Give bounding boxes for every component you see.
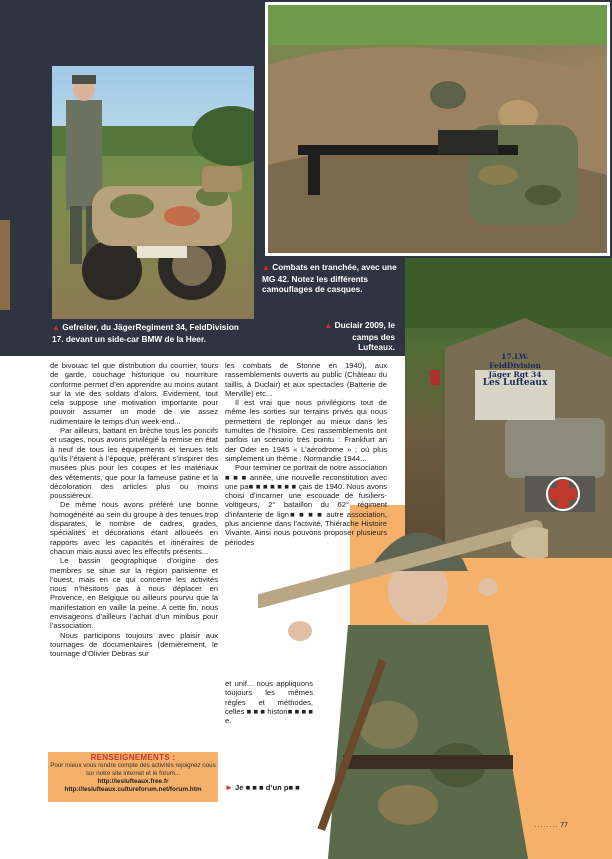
caption-camp-text: Duclair 2009, le camps des Lufteaux. bbox=[334, 320, 395, 352]
paragraph: Il est vrai que nous privilégions tout de même les sorties sur terrains privés qui nous permettent de replonger au mieux dans les tumultes de l’histoire. Ces rassemblements ont parfois un scénario très pointu : Frankfurt an der Oder en 1945 « L’aérodrome » ; où plus simplement un thème : Normandie 1944... bbox=[225, 398, 387, 463]
page-number-value: 77 bbox=[560, 822, 568, 829]
sign-line-1: 17.LW. FeldDivision bbox=[489, 352, 541, 370]
caption-camp bbox=[315, 320, 395, 353]
caption-trench bbox=[262, 262, 402, 295]
forum-link[interactable]: http://leslufteaux.cultureforum.net/forum.htm bbox=[64, 786, 202, 793]
photo-soldier-motorcycle bbox=[52, 66, 254, 319]
caption-motorcycle bbox=[52, 322, 252, 344]
caption-motorcycle-text: Gefreiter, du JägerRegiment 34, FeldDivision 17. devant un side-car BMW de la Heer. bbox=[52, 322, 239, 344]
closing-note-text: Je ■ ■ ■ d’un p■ ■ bbox=[235, 783, 300, 792]
article-column-2 bbox=[225, 361, 387, 547]
sign-line-2: Jäger Rgt 34 bbox=[488, 370, 542, 379]
info-text: Pour mieux vous rendre compte des activités rejoignez nous sur notre site internet et le forum... bbox=[50, 762, 216, 777]
article-column-2-continued bbox=[225, 679, 313, 725]
paragraph: Par ailleurs, battant en brèche tous les poncifs et usages, nous avons privilégié la remise en état à neuf de tous les équipements et tenues tels qu’ils l’étaient à l’époque, préférant s’inspirer des musées plus pour les coupes et les matériaux des vêtements, que pour la fameuse patine et la décoloration des articles plus ou moins poussiéreux. bbox=[50, 426, 218, 501]
info-title: RENSEIGNEMENTS : bbox=[90, 753, 176, 762]
paragraph: De même nous avons préféré une bonne homogénéité au sein du groupe à des tenues trop disparates, le nombre de cadres, grades, spécialités et décorations étant alloueés en rapports avec les capacités et itinéraires de chacun mais aussi avec les effectifs présents... bbox=[50, 500, 218, 556]
caption-marker-icon: ▲ bbox=[262, 263, 270, 272]
paragraph: Le bassin géographique d’origine des membres se situe sur la région parisienne et l’ouest, mais en ce qui concerne les activités nous n’hésitons pas à nous déplacer en Provence, en Belgique ou ailleurs pourvu que la manifestation en vaille la peine. A cette fin, nous envisageons d’ailleurs l’achat d’un minibus pour l’association. bbox=[50, 556, 218, 631]
camp-sign bbox=[477, 352, 553, 388]
sign-line-3: Les Lufteaux bbox=[482, 378, 548, 388]
page-number bbox=[535, 822, 568, 829]
paragraph: Nous participons toujours avec plaisir aux tournages de documentaires (dernièrement, le tournage d’Olivier Debras sur bbox=[50, 630, 218, 659]
paragraph: les combats de Stonne en 1940), aux rassemblements ouverts au public (Château du taillis, à Duclair) et aux spectacles (Batterie de Merville) etc... bbox=[225, 361, 387, 398]
caption-marker-icon: ▲ bbox=[324, 321, 333, 330]
caption-trench-text: Combats en tranchée, avec une MG 42. Notez les différents camouflages de casques. bbox=[262, 262, 397, 294]
caption-marker-icon: ► bbox=[225, 783, 233, 792]
page-number-leader: ........ bbox=[534, 822, 559, 829]
info-box bbox=[48, 752, 218, 802]
left-edge-photo-strip bbox=[0, 220, 10, 310]
article-column-1 bbox=[50, 361, 218, 659]
website-link[interactable]: http://leslufteaux.free.fr bbox=[97, 778, 169, 785]
photo-trench-mg42 bbox=[265, 2, 610, 256]
article-closing-note bbox=[225, 783, 345, 792]
paragraph: Pour terminer ce portrait de notre association ■ ■ ■ année, une nouvelle reconstitution avec une pa■ ■ ■ ■ ■ ■ ■ çais de 1940. Nous avons choisi d’incarner une escouade de fusiliers-voltigeurs, 2° bataillon du 62° régiment d’infanterie de lign■ ■ ■ ■ autre association, plus ancienne dans l’activité, Thiérache Histoire Vivante. Ainsi nous pouvons proposer plusieurs périodes bbox=[225, 463, 387, 547]
paragraph: de bivouac tel que distribution du courrier, tours de garde, couchage historique ou nourriture conforme permet d’en apprendre au moins autant sur la vie des soldats d’alors. Evidement, tout cela suppose une motivation importante pour pouvoir assumer un mode de vie assez rudimentaire le temps d’un week-end... bbox=[50, 361, 218, 426]
caption-marker-icon: ▲ bbox=[52, 323, 60, 332]
paragraph: et unif... nous appliquons toujours les mêmes règles et méthodes, celles ■ ■ ■ histori■ ■ ■ ■ e. bbox=[225, 679, 313, 726]
